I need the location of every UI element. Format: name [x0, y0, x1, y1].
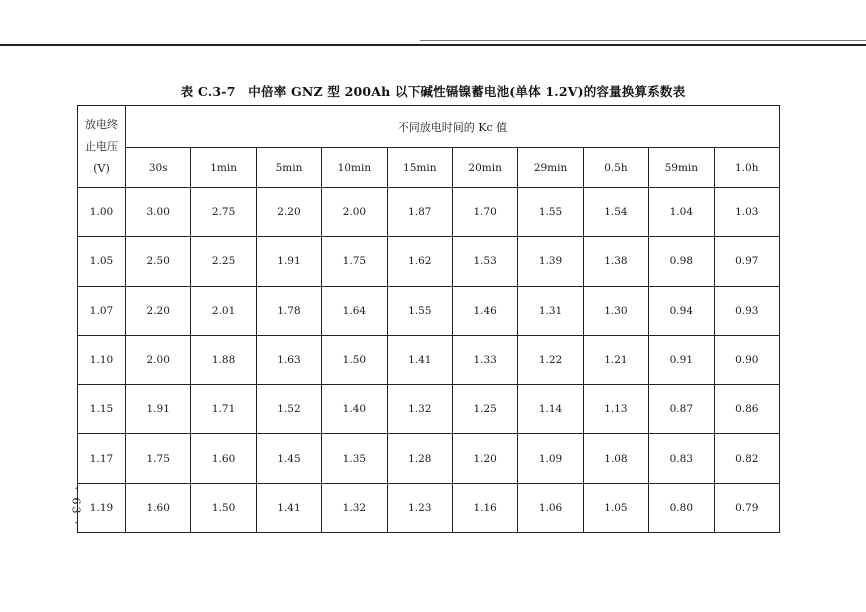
coefficient-cell: 0.80 [649, 483, 714, 532]
coefficient-cell: 0.93 [714, 286, 779, 335]
voltage-cell: 1.00 [78, 188, 126, 237]
coefficient-cell: 1.53 [452, 237, 517, 286]
coefficient-cell: 0.87 [649, 385, 714, 434]
column-header: 1.0h [714, 148, 779, 188]
coefficient-cell: 1.14 [518, 385, 583, 434]
table-row [78, 483, 780, 532]
coefficient-cell: 2.20 [256, 188, 321, 237]
coefficient-cell: 1.30 [583, 286, 648, 335]
coefficient-cell: 2.00 [126, 335, 191, 384]
column-header: 5min [256, 148, 321, 188]
table-row [78, 385, 780, 434]
coefficient-cell: 0.90 [714, 335, 779, 384]
coefficient-cell: 1.88 [191, 335, 256, 384]
coefficient-cell: 0.98 [649, 237, 714, 286]
table-row [78, 335, 780, 384]
coefficient-cell: 1.87 [387, 188, 452, 237]
coefficient-cell: 1.31 [518, 286, 583, 335]
coefficient-cell: 1.23 [387, 483, 452, 532]
coefficient-cell: 1.21 [583, 335, 648, 384]
coefficient-cell: 1.09 [518, 434, 583, 483]
coefficient-cell: 2.20 [126, 286, 191, 335]
coefficient-cell: 0.82 [714, 434, 779, 483]
coefficient-cell: 1.75 [322, 237, 387, 286]
coefficient-cell: 1.50 [322, 335, 387, 384]
row-header-line-3: (V) [93, 161, 110, 175]
row-header-voltage [78, 106, 126, 188]
coefficient-cell: 0.94 [649, 286, 714, 335]
coefficient-cell: 1.78 [256, 286, 321, 335]
voltage-cell: 1.10 [78, 335, 126, 384]
coefficient-cell: 1.45 [256, 434, 321, 483]
voltage-cell: 1.07 [78, 286, 126, 335]
table-body [78, 188, 780, 533]
column-header-row [78, 148, 780, 188]
column-header: 20min [452, 148, 517, 188]
coefficient-cell: 1.38 [583, 237, 648, 286]
coefficient-cell: 1.40 [322, 385, 387, 434]
coefficient-cell: 3.00 [126, 188, 191, 237]
coefficient-cell: 1.62 [387, 237, 452, 286]
coefficient-cell: 1.55 [518, 188, 583, 237]
coefficient-cell: 1.63 [256, 335, 321, 384]
table-row [78, 286, 780, 335]
coefficient-cell: 1.28 [387, 434, 452, 483]
coefficient-cell: 1.91 [256, 237, 321, 286]
coefficient-cell: 2.25 [191, 237, 256, 286]
coefficient-cell: 1.60 [191, 434, 256, 483]
coefficient-cell: 1.08 [583, 434, 648, 483]
coefficient-cell: 1.55 [387, 286, 452, 335]
coefficient-cell: 1.13 [583, 385, 648, 434]
voltage-cell: 1.17 [78, 434, 126, 483]
voltage-cell: 1.05 [78, 237, 126, 286]
coefficient-cell: 2.00 [322, 188, 387, 237]
coefficient-cell: 1.32 [322, 483, 387, 532]
page-number: · 63 · [69, 486, 83, 527]
column-header: 0.5h [583, 148, 648, 188]
coefficient-cell: 1.35 [322, 434, 387, 483]
coefficient-cell: 0.86 [714, 385, 779, 434]
coefficient-cell: 1.06 [518, 483, 583, 532]
column-header: 29min [518, 148, 583, 188]
coefficient-cell: 1.22 [518, 335, 583, 384]
coefficient-cell: 1.41 [256, 483, 321, 532]
coefficient-cell: 1.50 [191, 483, 256, 532]
coefficient-cell: 1.70 [452, 188, 517, 237]
coefficient-cell: 0.79 [714, 483, 779, 532]
coefficient-cell: 1.04 [649, 188, 714, 237]
table-title: 表 C.3-7 中倍率 GNZ 型 200Ah 以下碱性镉镍蓄电池(单体 1.2V)的容量换算系数表 [180, 84, 686, 99]
coefficient-cell: 1.16 [452, 483, 517, 532]
coefficient-cell: 1.25 [452, 385, 517, 434]
table-row [78, 237, 780, 286]
coefficient-cell: 0.91 [649, 335, 714, 384]
column-header: 10min [322, 148, 387, 188]
column-header: 59min [649, 148, 714, 188]
voltage-cell: 1.19 [78, 483, 126, 532]
table-row [78, 188, 780, 237]
coefficient-cell: 1.03 [714, 188, 779, 237]
coefficient-cell: 1.52 [256, 385, 321, 434]
coefficient-cell: 0.97 [714, 237, 779, 286]
column-header: 15min [387, 148, 452, 188]
coefficient-cell: 1.39 [518, 237, 583, 286]
column-header: 30s [126, 148, 191, 188]
capacity-coefficient-table [77, 105, 780, 533]
coefficient-cell: 0.83 [649, 434, 714, 483]
coefficient-cell: 1.32 [387, 385, 452, 434]
row-header-line-2: 止电压 [85, 139, 118, 153]
coefficient-cell: 1.91 [126, 385, 191, 434]
coefficient-cell: 1.33 [452, 335, 517, 384]
coefficient-cell: 2.75 [191, 188, 256, 237]
coefficient-cell: 1.54 [583, 188, 648, 237]
coefficient-cell: 1.64 [322, 286, 387, 335]
coefficient-cell: 1.75 [126, 434, 191, 483]
coefficient-cell: 1.20 [452, 434, 517, 483]
table-row [78, 434, 780, 483]
coefficient-cell: 1.46 [452, 286, 517, 335]
coefficient-cell: 1.05 [583, 483, 648, 532]
coefficient-cell: 2.50 [126, 237, 191, 286]
coefficient-cell: 1.41 [387, 335, 452, 384]
header-rule [0, 44, 866, 46]
column-header: 1min [191, 148, 256, 188]
group-header-kc: 不同放电时间的 Kc 值 [126, 106, 780, 148]
header-rule-thin [420, 40, 866, 41]
coefficient-cell: 1.71 [191, 385, 256, 434]
voltage-cell: 1.15 [78, 385, 126, 434]
row-header-line-1: 放电终 [85, 117, 118, 131]
coefficient-cell: 2.01 [191, 286, 256, 335]
coefficient-cell: 1.60 [126, 483, 191, 532]
